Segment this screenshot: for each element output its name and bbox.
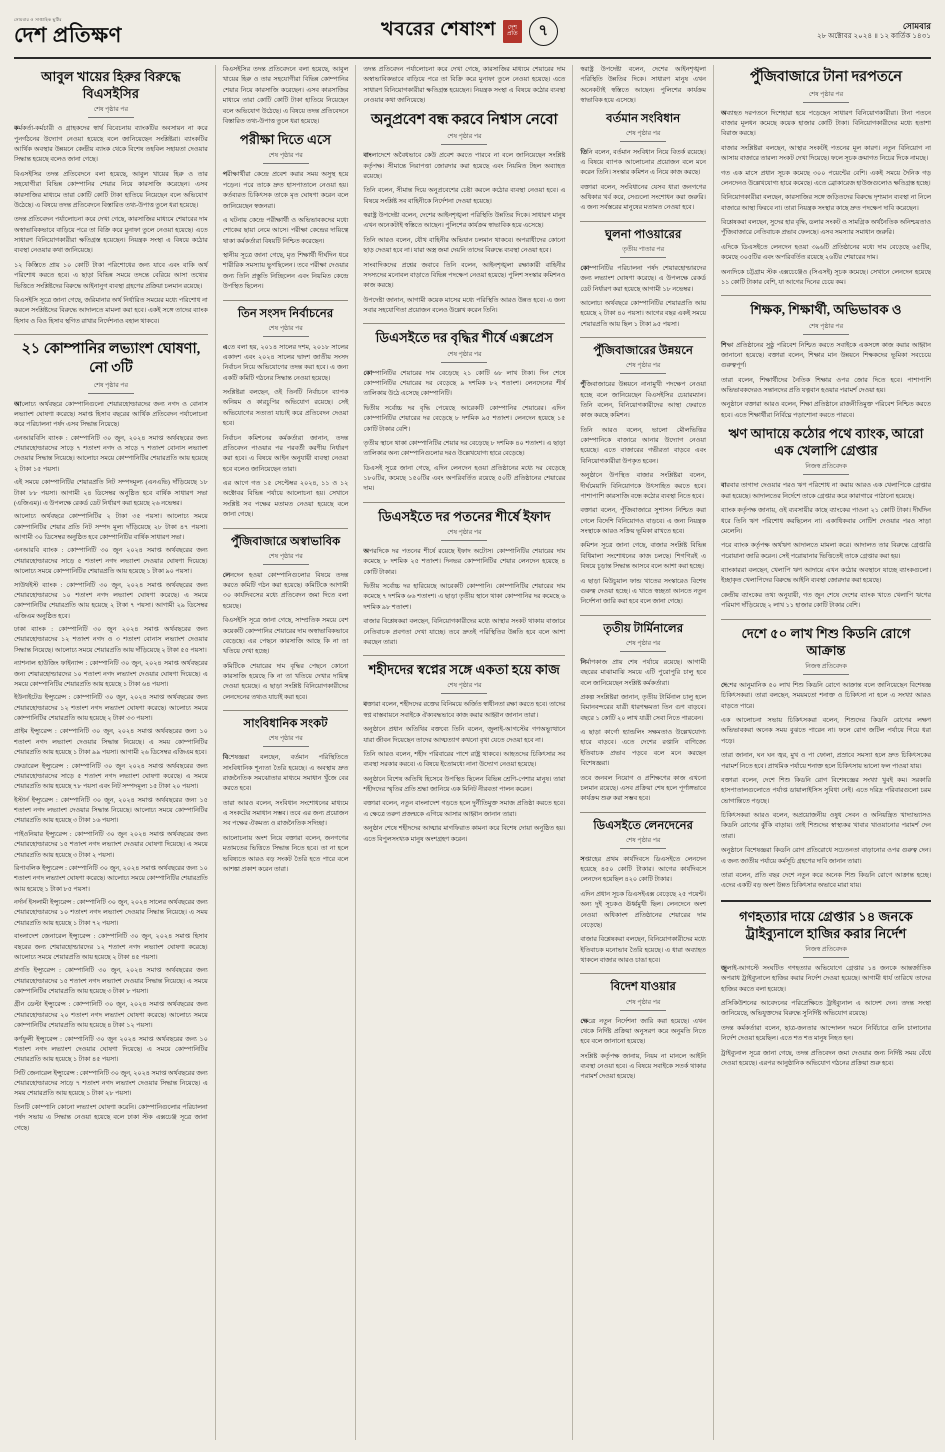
article-byline: তৃতীয় পাতার পর <box>580 244 706 260</box>
article-byline: শেষ পৃষ্ঠার পর <box>363 527 565 543</box>
article-byline: শেষ পৃষ্ঠার পর <box>580 835 706 851</box>
section-title: খবরের শেষাংশ <box>381 19 496 40</box>
article-paragraph: গত এক মাসে প্রধান সূচক কমেছে ৩০০ পয়েন্টের বেশি। একই সময়ে দৈনিক গড় লেনদেনও উল্লেখযোগ্য হারে কমেছে। এতে ব্রোকারেজ হাউজগুলোও ক্ষতিগ্রস্ত হচ্ছে। <box>720 169 931 187</box>
divider <box>580 973 706 974</box>
divider <box>580 337 706 338</box>
column-3 <box>356 65 573 1440</box>
article-paragraph: ইউনাইটেড ইন্স্যুরেন্স : কোম্পানিটি ৩০ জুন, ২০২৪ সমাপ্ত অর্থবছরের জন্য শেয়ারহোল্ডারদের ১২ শতাংশ নগদ লভ্যাংশ ঘোষণা করেছে। আলোচ্য সময়ে কোম্পানিটির শেয়ারপ্রতি আয় হয়েছে ২ টাকা ৩৩ পয়সা। <box>14 694 208 722</box>
continuation-paragraph: তদন্ত প্রতিবেদন পর্যালোচনা করে দেখা গেছে, কারসাজির মাধ্যমে শেয়ারের দাম অস্বাভাবিকভাবে বাড়িয়ে পরে তা বিক্রি করে মুনাফা তুলে নেওয়া হয়েছে। এতে সাধারণ বিনিয়োগকারীরা ক্ষতিগ্রস্ত হয়েছেন। নিয়ন্ত্রক সংস্থা এ বিষয়ে কঠোর ব্যবস্থা নেওয়ার কথা জানিয়েছে। <box>363 66 566 105</box>
article-paragraph: বক্তারা বলেন, নতুন বাংলাদেশ গড়তে হলে দুর্নীতিমুক্ত সমাজ প্রতিষ্ঠা করতে হবে। এ ক্ষেত্রে তরুণ প্রজন্মকে এগিয়ে আসার আহ্বান জানান তারা। <box>363 800 566 818</box>
article-headline: ডিএসইতে লেনদেনের <box>593 818 693 832</box>
article-paragraph: ১২ কিস্তিতে প্রায় ১০ কোটি টাকা পরিশোধের জন্য যাবে এবং বাকি অর্থ পরিশোধ করতে হবে। এ ছাড়া বিভিন্ন সময়ে তদন্তে বেরিয়ে আসা তথ্যের ভিত্তিতে সংশ্লিষ্টদের বিরুদ্ধে আইনানুগ ব্যবস্থা গ্রহণের প্রক্রিয়া চলমান রয়েছে। <box>14 261 208 290</box>
article-paragraph: বাংলাদেশে অবৈধভাবে কেউ প্রবেশ করতে পারবে না বলে জানিয়েছেন সংশ্লিষ্ট কর্তৃপক্ষ। সীমান্তে নিরাপত্তা জোরদার করা হয়েছে এবং নিয়মিত টহল অব্যাহত রয়েছে। <box>363 152 566 180</box>
article-paragraph: কোম্পানিটির শেয়ারের দাম বেড়েছে ২১ কোটি ৬৮ লাখ টাকা। দিন শেষে কোম্পানিটির শেয়ারের দর বেড়েছে ৯ দশমিক ৮২ শতাংশ। লেনদেনের শীর্ষ তালিকায় উঠে এসেছে কোম্পানিটি। <box>363 369 566 398</box>
article-paragraph: এই সময়ে কোম্পানিটির শেয়ারপ্রতি নিট সম্পদমূল্য (এনএভি) দাঁড়িয়েছে ১৮ টাকা ৮৮ পয়সা। আগামী ২৪ ডিসেম্বর অনুষ্ঠিত হবে বার্ষিক সাধারণ সভা (এজিএম)। এ উপলক্ষে রেকর্ড ডেট নির্ধারণ করা হয়েছে ২৬ নভেম্বর। <box>14 479 208 507</box>
article-paragraph: সংশ্লিষ্ট কর্তৃপক্ষ জানায়, নিয়ম না মানলে আইনি ব্যবস্থা নেওয়া হবে। এ বিষয়ে সবাইকে সতর্ক থাকার পরামর্শ দেওয়া হয়েছে। <box>580 1052 706 1081</box>
article-paragraph: দেশের আনুমানিক ৫০ লাখ শিশু কিডনি রোগে আক্রান্ত বলে জানিয়েছেন বিশেষজ্ঞ চিকিৎসকরা। তারা বলছেন, সময়মতো শনাক্ত ও চিকিৎসা না হলে এ সংখ্যা আরও বাড়তে পারে। <box>720 681 931 710</box>
article-headline: বিদেশ যাওয়ার <box>610 980 676 994</box>
article-paragraph: নর্দার্ন ইসলামী ইন্স্যুরেন্স : কোম্পানিটি ৩০ জুন, ২০২৪ সালের অর্থবছরের জন্য শেয়ারহোল্ডারদের ১০ শতাংশ নগদ লভ্যাংশ দেওয়ার সিদ্ধান্ত নিয়েছে। এ সময় শেয়ারপ্রতি আয় হয়েছে ১ টাকা ৭২ পয়সা। <box>14 899 208 927</box>
article-paragraph: বিএসইসি সূত্রে জানা গেছে, সাম্প্রতিক সময়ে বেশ কয়েকটি কোম্পানির শেয়ারের দাম অস্বাভাবিকভাবে বেড়েছে। এর পেছনে কারসাজি আছে কি না তা খতিয়ে দেখা হচ্ছে। <box>222 617 349 656</box>
divider <box>223 300 349 301</box>
article-paragraph: পরীক্ষার্থীরা কেন্দ্রে প্রবেশ করার সময় অসুস্থ হয়ে পড়েন। পরে তাকে দ্রুত হাসপাতালে নেওয়া হয়। কর্তব্যরত চিকিৎসক তাকে মৃত ঘোষণা করেন বলে জানিয়েছেন স্বজনরা। <box>222 171 349 210</box>
divider <box>223 710 349 711</box>
article-paragraph: এ ঘটনায় কেন্দ্রে পরীক্ষার্থী ও অভিভাবকদের মধ্যে শোকের ছায়া নেমে আসে। পরীক্ষা কেন্দ্রের দায়িত্বে থাকা কর্মকর্তারা বিষয়টি নিশ্চিত করেছেন। <box>222 216 349 245</box>
article-paragraph: এনআরবিসি ব্যাংক : কোম্পানিটি ৩০ জুন, ২০২৪ সমাপ্ত অর্থবছরের জন্য শেয়ারহোল্ডারদের সাড়ে ৭ শতাংশ নগদ ও সাড়ে ৭ শতাংশ বোনাস লভ্যাংশ দেওয়ার সিদ্ধান্ত নিয়েছে। আলোচ্য সময়ে কোম্পানিটির শেয়ারপ্রতি আয় হয়েছে ২ টাকা ১৫ পয়সা। <box>14 434 208 473</box>
divider <box>363 655 565 656</box>
article-dbsite <box>580 818 706 967</box>
article-byline: শেষ পৃষ্ঠার পর <box>14 380 208 396</box>
article-tritiyo-tarminal <box>580 621 706 805</box>
article-headline: ২১ কোম্পানির লভ্যাংশ ঘোষণা, নো ৩টি <box>21 341 201 376</box>
article-paragraph: ইস্টার্ন ইন্স্যুরেন্স : কোম্পানিটি ৩০ জুন, ২০২৪ সমাপ্ত অর্থবছরের জন্য ১৫ শতাংশ নগদ লভ্যাংশ দেওয়ার সিদ্ধান্ত নিয়েছে। আলোচ্য সময়ে কোম্পানিটির শেয়ারপ্রতি আয় হয়েছে ৩ টাকা ১৬ পয়সা। <box>14 796 208 825</box>
article-paragraph: আলোচ্য অর্থবছরে কোম্পানিটির ২ টাকা ৩৫ পয়সা। আলোচ্য সময়ে কোম্পানিটির শেয়ার প্রতি নিট সম্পদ মূল্য দাঁড়িয়েছে ২৮ টাকা ৪৭ পয়সা। আগামী ৩০ ডিসেম্বর অনুষ্ঠিত হবে কোম্পানিটির বার্ষিক সাধারণ সভা। <box>14 513 208 541</box>
date-block <box>817 21 931 41</box>
article-paragraph: ক্ষেত্রে নতুন নির্দেশনা জারি করা হয়েছে। এখন থেকে নির্দিষ্ট প্রক্রিয়া অনুসরণ করে অনুমতি নিতে হবে বলে জানানো হয়েছে। <box>580 1017 706 1046</box>
article-paragraph: এ ছাড়া কার্গো হ্যান্ডলিং সক্ষমতাও উল্লেখযোগ্য হারে বাড়বে। এতে দেশের রপ্তানি বাণিজ্যে ইতিবাচক প্রভাব পড়বে বলে মনে করছেন বিশেষজ্ঞরা। <box>580 729 706 768</box>
article-paragraph: অনুষ্ঠানে প্রধান অতিথির বক্তব্যে তিনি বলেন, জুলাই-আগস্টের গণঅভ্যুত্থানে যারা জীবন দিয়েছেন তাদের আত্মত্যাগ কখনো বৃথা যেতে দেওয়া হবে না। <box>363 726 566 744</box>
article-paragraph: ব্যাংকাররা বলছেন, খেলাপি ঋণ আদায়ে এখন কঠোর অবস্থানে যাচ্ছে ব্যাংকগুলো। ইচ্ছাকৃত খেলাপিদের বিরুদ্ধে আইনি ব্যবস্থা জোরদার করা হয়েছে। <box>720 567 931 585</box>
article-headline: ঘুলনা পাওয়ারের <box>604 227 682 241</box>
article-paragraph: বক্তারা বলেন, সংবিধানের যেসব ধারা জনগণের অধিকার খর্ব করে, সেগুলো সংশোধন করা জরুরি। এ জন্য সর্বস্তরের মানুষের মতামত নেওয়া হবে। <box>580 183 706 212</box>
article-bortoman-songbidhan <box>580 111 706 214</box>
article-paragraph: সংশ্লিষ্টরা বলছেন, ওই তিনটি নির্বাচনে ব্যাপক অনিয়ম ও কারচুপির অভিযোগ রয়েছে। সেই অভিযোগের সত্যতা যাচাই করে প্রতিবেদন দেওয়া হবে। <box>222 389 349 428</box>
article-paragraph: অনুষ্ঠানে বক্তারা আরও বলেন, শিক্ষা প্রতিষ্ঠানে রাজনীতিমুক্ত পরিবেশ নিশ্চিত করতে হবে। এতে শিক্ষার্থীরা নির্বিঘ্নে পড়াশোনা করতে পারবে। <box>720 401 931 419</box>
article-porikkha <box>223 131 349 292</box>
article-byline: নিজস্ব প্রতিবেদক <box>721 661 931 677</box>
article-paragraph: ন্যাশনাল হাউজিং ফাইন্যান্স : কোম্পানিটি ৩০ জুন, ২০২৪ সমাপ্ত অর্থবছরের জন্য শেয়ারহোল্ডারদের ১০ শতাংশ নগদ লভ্যাংশ দেওয়ার ঘোষণা দিয়েছে। এ সময়ে কোম্পানিটির শেয়ারপ্রতি আয় হয়েছে ১ টাকা ৬৪ পয়সা। <box>14 660 208 688</box>
article-paragraph: পাইওনিয়ার ইন্স্যুরেন্স : কোম্পানিটি ৩০ জুন ২০২৪ সমাপ্ত অর্থবছরের জন্য শেয়ারহোল্ডারদের ১৫ শতাংশ নগদ লভ্যাংশ দেওয়ার ঘোষণা দিয়েছে। এ সময়ে শেয়ারপ্রতি আয় হয়েছে ৩ টাকা ২ পয়সা। <box>14 830 208 859</box>
article-paragraph: লেনদেন হওয়া কোম্পানিগুলোর বিষয়ে তদন্ত করতে কমিটি গঠন করা হয়েছে। কমিটিকে আগামী ৩০ কার্যদিবসের মধ্যে প্রতিবেদন জমা দিতে বলা হয়েছে। <box>222 571 349 610</box>
article-paragraph: তদন্ত প্রতিবেদন পর্যালোচনা করে দেখা গেছে, কারসাজির মাধ্যমে শেয়ারের দাম অস্বাভাবিকভাবে বাড়িয়ে পরে তা বিক্রি করে মুনাফা তুলে নেওয়া হয়েছে। এতে সাধারণ বিনিয়োগকারীরা ক্ষতিগ্রস্ত হয়েছেন। নিয়ন্ত্রক সংস্থা এ বিষয়ে কঠোর ব্যবস্থা নেওয়ার কথা জানিয়েছে। <box>14 216 208 255</box>
article-paragraph: সাংবাদিকদের প্রশ্নের জবাবে তিনি বলেন, আইনশৃঙ্খলা রক্ষাকারী বাহিনীর সদস্যদের মনোবল বাড়াতে বিভিন্ন পদক্ষেপ নেওয়া হয়েছে। পুলিশ সংস্কার কমিশনও কাজ করছে। <box>363 261 566 290</box>
article-headline: আবুল খায়ের হিরুর বিরুদ্ধে বিএসইসির <box>41 69 181 102</box>
article-punjibazar-doropoton <box>721 68 931 288</box>
article-paragraph: শিক্ষা প্রতিষ্ঠানের সুষ্ঠু পরিবেশ নিশ্চিত করতে সবাইকে একসঙ্গে কাজ করার আহ্বান জানানো হয়েছে। বক্তারা বলেন, শিক্ষার মান উন্নয়নে শিক্ষকদের ভূমিকা সবচেয়ে গুরুত্বপূর্ণ। <box>720 341 931 370</box>
article-paragraph: রিপাবলিক ইন্স্যুরেন্স : কোম্পানিটি ৩০ জুন, ২০২৪ সমাপ্ত অর্থবছরের জন্য ১০ শতাংশ নগদ লভ্যাংশ ঘোষণা করেছে। আলোচ্য সময়ে কোম্পানিটির শেয়ারপ্রতি আয় হয়েছে ১ টাকা ৮৫ পয়সা। <box>14 864 208 893</box>
article-headline: গণহত্যার দায়ে গ্রেপ্তার ১৪ জনকে ট্রাইব্যুনালে হাজির করার নির্দেশ <box>739 908 913 941</box>
article-paragraph: অন্যদিকে চট্টগ্রাম স্টক এক্সচেঞ্জেও (সিএসই) সূচক কমেছে। সেখানে লেনদেন হয়েছে ১১ কোটি টাকার বেশি, যা আগের দিনের চেয়ে কম। <box>720 268 931 286</box>
article-paragraph: ডিএসই সূত্রে জানা গেছে, এদিন লেনদেন হওয়া প্রতিষ্ঠানের মধ্যে দর বেড়েছে ১৮০টির, কমেছে ১৫০টির এবং অপরিবর্তিত রয়েছে ৫০টি প্রতিষ্ঠানের শেয়ারের দাম। <box>363 464 566 493</box>
article-byline: শেষ পৃষ্ঠার পর <box>580 997 706 1013</box>
date-full: ২৮ অক্টোবর ২০২৪ ॥ ১২ কার্তিক ১৪৩১ <box>817 31 931 40</box>
article-paragraph: নির্বাচন কমিশনের কর্মকর্তারা জানান, তদন্ত প্রতিবেদন পাওয়ার পর পরবর্তী করণীয় নির্ধারণ করা হবে। এ বিষয়ে আইন অনুযায়ী ব্যবস্থা নেওয়া হবে বলেও জানিয়েছেন তারা। <box>222 434 349 473</box>
divider <box>223 528 349 529</box>
article-dse-briddhi <box>363 329 565 494</box>
article-paragraph: এ ছাড়া মিউচুয়াল ফান্ড খাতের সংস্কারেও বিশেষ গুরুত্ব দেওয়া হচ্ছে। এ খাতে স্বচ্ছতা আনতে নতুন নির্দেশনা জারি করা হবে বলে জানা গেছে। <box>580 577 706 606</box>
logo-text: দেশ প্রতিক্ষণ <box>14 22 122 47</box>
article-paragraph: তিনি আরও বলেন, ভালো মৌলভিত্তির কোম্পানিকে বাজারে আনার উদ্যোগ নেওয়া হয়েছে। এতে বাজারের গভীরতা বাড়বে এবং বিনিয়োগকারীরা উপকৃত হবেন। <box>580 426 706 465</box>
article-shikkhok-shikkharthi <box>721 301 931 421</box>
article-punjibazar-oshvabik <box>223 534 349 704</box>
article-paragraph: এক আলোচনা সভায় চিকিৎসকরা বলেন, শিশুদের কিডনি রোগের লক্ষণ অভিভাবকরা অনেক সময় বুঝতে পারেন না। ফলে রোগ জটিল পর্যায়ে গিয়ে ধরা পড়ে। <box>720 717 931 745</box>
article-paragraph: আলোচ্য অর্থবছরে কোম্পানিগুলো শেয়ারহোল্ডারদের জন্য নগদ ও বোনাস লভ্যাংশ ঘোষণা করেছে। সমাপ্ত হিসাব বছরের আর্থিক প্রতিবেদন পর্যালোচনা করে পরিচালনা পর্ষদ এসব সিদ্ধান্ত নিয়েছে। <box>14 400 208 429</box>
article-paragraph: বাজার সংশ্লিষ্টরা বলছেন, আস্থার সংকটই পতনের মূল কারণ। নতুন বিনিয়োগ না আসায় বাজারে তারল্য সংকট দেখা দিয়েছে। ফলে সূচক ক্রমাগত নিচের দিকে নামছে। <box>720 144 931 163</box>
article-grid <box>14 65 931 1440</box>
article-punjibazar-unnoyon <box>580 343 706 608</box>
article-paragraph: বিশ্লেষকরা বলছেন, সুদের হার বৃদ্ধি, ডলার সংকট ও সামগ্রিক অর্থনৈতিক অনিশ্চয়তাও পুঁজিবাজারে নেতিবাচক প্রভাব ফেলছে। এসব সমস্যার সমাধান জরুরি। <box>720 219 931 237</box>
article-headline: ঋণ আদায়ে কঠোর পথে ব্যাংক, আরো এক খেলাপি গ্রেপ্তার <box>728 426 924 459</box>
article-paragraph: ট্রাইব্যুনাল সূত্রে জানা গেছে, তদন্ত প্রতিবেদন জমা দেওয়ার জন্য নির্দিষ্ট সময় বেঁধে দেওয়া হয়েছে। এরপর আনুষ্ঠানিক অভিযোগ গঠনের প্রক্রিয়া শুরু হবে। <box>720 1049 931 1067</box>
page-number-badge: ৭ <box>529 17 558 46</box>
article-paragraph: এর আগে গত ১৫ সেপ্টেম্বর ২০২৪, ১১ ও ১২ অক্টোবর বিভিন্ন পর্যায়ে আলোচনা হয়। সেখানে সংশ্লিষ্ট সব পক্ষের মতামত নেওয়া হয়েছে বলে জানা গেছে। <box>222 480 349 519</box>
divider <box>580 812 706 813</box>
article-headline: পুঁজিবাজারের উন্নয়নে <box>593 344 693 358</box>
divider <box>363 323 565 324</box>
article-paragraph: আলোচ্য অর্থবছরে কোম্পানিটির শেয়ারপ্রতি আয় হয়েছে ২ টাকা ৪০ পয়সা। আগের বছর একই সময়ে শেয়ারপ্রতি আয় ছিল ১ টাকা ৯৫ পয়সা। <box>580 300 706 328</box>
article-paragraph: স্থানীয় সূত্রে জানা গেছে, মৃত শিক্ষার্থী দীর্ঘদিন ধরে শারীরিক সমস্যায় ভুগছিলেন। তবে পরীক্ষা দেওয়ার জন্য তিনি প্রস্তুতি নিচ্ছিলেন এবং নিয়মিত কেন্দ্রে উপস্থিত ছিলেন। <box>222 252 349 291</box>
column-1 <box>14 65 216 1440</box>
article-byline: শেষ পৃষ্ঠার পর <box>580 360 706 376</box>
column-5 <box>714 65 931 1440</box>
article-paragraph: আলোচনায় অংশ নিয়ে বক্তারা বলেন, জনগণের মতামতের ভিত্তিতে সিদ্ধান্ত নিতে হবে। তা না হলে ভবিষ্যতে আরও বড় সংকট তৈরি হতে পারে বলে আশঙ্কা প্রকাশ করেন তারা। <box>222 834 349 873</box>
article-paragraph: কোম্পানিটির পরিচালনা পর্ষদ শেয়ারহোল্ডারদের জন্য লভ্যাংশ ঘোষণা করেছে। এ উপলক্ষে রেকর্ড ডেট নির্ধারণ করা হয়েছে আগামী ১৮ নভেম্বর। <box>580 264 706 293</box>
section-header <box>381 15 558 47</box>
article-gonohotyar-daye <box>721 908 931 1070</box>
article-paragraph: কমিটিকে শেয়ারের দাম বৃদ্ধির পেছনে কোনো কারসাজি হয়েছে কি না তা খতিয়ে দেখার দায়িত্ব দেওয়া হয়েছে। এ ছাড়া সংশ্লিষ্ট বিনিয়োগকারীদের লেনদেনের তথ্যও যাচাই করা হবে। <box>222 662 349 701</box>
divider <box>580 615 706 616</box>
article-paragraph: নির্মাণকাজ প্রায় শেষ পর্যায়ে রয়েছে। আগামী বছরের মাঝামাঝি সময়ে এটি পুরোপুরি চালু হবে বলে জানিয়েছেন সংশ্লিষ্ট কর্মকর্তারা। <box>580 658 706 687</box>
seal-badge-icon: দেশ প্রতি <box>503 20 522 43</box>
article-paragraph: প্রগতি ইন্স্যুরেন্স : কোম্পানিটি ৩০ জুন, ২০২৪ সমাপ্ত অর্থবছরের জন্য শেয়ারহোল্ডারদের ১৫ শতাংশ নগদ লভ্যাংশ দেওয়ার সিদ্ধান্ত নিয়েছে। এ সময়ে কোম্পানিটির শেয়ারপ্রতি আয় হয়েছে ৩ টাকা ৮ পয়সা। <box>14 967 208 995</box>
article-byline: শেষ পৃষ্ঠার পর <box>223 150 349 166</box>
article-paragraph: অপরদিকে দর পতনের শীর্ষে রয়েছে ইফাদ অটোস। কোম্পানিটির শেয়ারের দাম কমেছে ৮ দশমিক ২৫ শতাংশ। দিনভর কোম্পানিটির শেয়ার লেনদেন হয়েছে ৪ কোটি টাকার। <box>363 547 566 576</box>
article-paragraph: এনআরবি ব্যাংক : কোম্পানিটি ৩০ জুন ২০২৪ সমাপ্ত অর্থবছরের জন্য শেয়ারহোল্ডারদের সাড়ে ৫ শতাংশ নগদ লভ্যাংশ দেওয়ার ঘোষণা দিয়েছে। আলোচ্য সময়ে কোম্পানিটির শেয়ারপ্রতি আয় হয়েছে ১ টাকা ৯০ পয়সা। <box>14 547 208 576</box>
divider <box>721 619 931 620</box>
article-byline: নিজস্ব প্রতিবেদক <box>721 461 931 477</box>
divider <box>363 502 565 503</box>
article-paragraph: বিশেষজ্ঞরা বলছেন, বর্তমান পরিস্থিতিতে সাংবিধানিক শূন্যতা তৈরি হয়েছে। এ অবস্থায় দ্রুত রাজনৈতিক সমঝোতার মাধ্যমে সমাধান খুঁজে বের করতে হবে। <box>222 754 349 793</box>
article-paragraph: অনুষ্ঠানে উপস্থিত বাজার সংশ্লিষ্টরা বলেন, দীর্ঘমেয়াদি বিনিয়োগকে উৎসাহিত করতে হবে। পাশাপাশি কারসাজি বন্ধে কঠোর ব্যবস্থা নিতে হবে। <box>580 472 706 500</box>
article-byline: শেষ পৃষ্ঠার পর <box>721 89 931 105</box>
divider <box>721 295 931 296</box>
article-paragraph: তিনটি কোম্পানি কোনো লভ্যাংশ ঘোষণা করেনি। কোম্পানিগুলোর পরিচালনা পর্ষদ সভায় এ সিদ্ধান্ত নেওয়া হয়েছে বলে ঢাকা স্টক এক্সচেঞ্জ সূত্রে জানা গেছে। <box>14 1103 208 1132</box>
article-headline: পুঁজিবাজারে টানা দরপতনে <box>749 69 903 85</box>
newspaper-logo[interactable] <box>14 17 122 46</box>
article-paragraph: তিনি বলেন, সীমান্ত দিয়ে অনুপ্রবেশের চেষ্টা করলে কঠোর ব্যবস্থা নেওয়া হবে। এ বিষয়ে সংশ্লিষ্ট সব বাহিনীকে নির্দেশনা দেওয়া হয়েছে। <box>363 187 566 205</box>
date-day: সোমবার <box>902 21 931 32</box>
article-paragraph: ব্যাংক কর্তৃপক্ষ জানায়, ওই ব্যবসায়ীর কাছে ব্যাংকের পাওনা ২১ কোটি টাকা। দীর্ঘদিন ধরে তিনি ঋণ পরিশোধ করছিলেন না। একাধিকবার নোটিশ দেওয়ার পরও সাড়া মেলেনি। <box>720 507 931 535</box>
article-paragraph: তৃতীয় স্থানে থাকা কোম্পানিটির শেয়ার দর বেড়েছে ৮ দশমিক ৪০ শতাংশ। এ ছাড়া তালিকার অন্য কোম্পানিগুলোর দরও উল্লেখযোগ্য হারে বেড়েছে। <box>363 439 566 458</box>
article-paragraph: গ্রীন ডেল্টা ইন্স্যুরেন্স : কোম্পানিটি ৩০ জুন, ২০২৪ সমাপ্ত অর্থবছরের জন্য শেয়ারহোল্ডারদের ২০ শতাংশ নগদ লভ্যাংশ ঘোষণা করেছে। আলোচ্য সময়ে কোম্পানিটির শেয়ারপ্রতি আয় হয়েছে ৪ টাকা ১২ পয়সা। <box>14 1001 208 1030</box>
article-byline: শেষ পৃষ্ঠার পর <box>721 321 931 337</box>
continuation-paragraph: স্বরাষ্ট্র উপদেষ্টা বলেন, দেশের আইনশৃঙ্খলা পরিস্থিতি উন্নতির দিকে। সাধারণ মানুষ এখন অনেকটাই স্বস্তিতে আছেন। পুলিশের কার্যক্রম স্বাভাবিক হয়ে এসেছে। <box>580 66 706 105</box>
article-paragraph: বাজার বিশ্লেষকরা বলছেন, বিনিয়োগকারীদের মধ্যে আস্থার সংকট থাকায় বাজারে নেতিবাচক প্রবণতা দেখা যাচ্ছে। তবে দ্রুতই পরিস্থিতির উন্নতি হবে বলে আশা করছেন তারা। <box>363 618 566 646</box>
article-paragraph: অনুষ্ঠানে বিশেষজ্ঞরা কিডনি রোগ প্রতিরোধে সচেতনতা বাড়ানোর ওপর গুরুত্ব দেন। এ জন্য জাতীয় পর্যায়ে কর্মসূচি গ্রহণের দাবি জানান তারা। <box>720 847 931 865</box>
article-dse-poton <box>363 508 565 649</box>
article-paragraph: জুলাই-আগস্টে সংঘটিত গণহত্যার অভিযোগে গ্রেপ্তার ১৪ জনকে আন্তর্জাতিক অপরাধ ট্রাইব্যুনালে হাজির করার নির্দেশ দেওয়া হয়েছে। আগামী ধার্য তারিখে তাদের হাজির করতে বলা হয়েছে। <box>720 964 931 993</box>
article-paragraph: সপ্তাহের প্রথম কার্যদিবসে ডিএসইতে লেনদেন হয়েছে ৪৫০ কোটি টাকার। আগের কার্যদিবসে লেনদেন হয়েছিল ৪২০ কোটি টাকার। <box>580 855 706 884</box>
article-paragraph: তারা বলেন, শিক্ষার্থীদের নৈতিক শিক্ষার ওপর জোর দিতে হবে। পাশাপাশি অভিভাবকদেরও সন্তানদের প্রতি যত্নবান হওয়ার পরামর্শ দেওয়া হয়। <box>720 376 931 394</box>
article-onuprobesh <box>363 111 565 317</box>
article-paragraph: তিনি আরও বলেন, যৌথ বাহিনীর অভিযান চলমান থাকবে। অপরাধীদের কোনো ছাড় দেওয়া হবে না। যারা অস্ত্র জমা দেয়নি তাদের বিরুদ্ধে ব্যবস্থা নেওয়া হবে। <box>363 236 566 255</box>
article-paragraph: বক্তারা বলেন, পুঁজিবাজারে সুশাসন নিশ্চিত করা গেলে বিদেশি বিনিয়োগও বাড়বে। এ জন্য নিয়ন্ত্রক সংস্থাকে আরও সক্রিয় ভূমিকা রাখতে হবে। <box>580 507 706 536</box>
article-headline: সাংবিধানিক সংকট <box>243 717 328 731</box>
article-paragraph: সিটি জেনারেল ইন্স্যুরেন্স : কোম্পানিটি ৩০ জুন, ২০২৪ সমাপ্ত অর্থবছরের জন্য শেয়ারহোল্ডারদের সাড়ে ৭ শতাংশ নগদ লভ্যাংশ দেওয়ার সিদ্ধান্ত নিয়েছে। এ সময় শেয়ারপ্রতি আয় হয়েছে ১ টাকা ২৮ পয়সা। <box>14 1069 208 1098</box>
article-abul-khayer <box>14 68 208 327</box>
article-paragraph: বক্তারা বলেন, শহীদদের রক্তের বিনিময়ে অর্জিত স্বাধীনতা রক্ষা করতে হবে। তাদের স্বপ্ন বাস্তবায়নে সবাইকে ঐক্যবদ্ধভাবে কাজ করার আহ্বান জানান তারা। <box>363 701 566 719</box>
article-paragraph: বক্তারা বলেন, দেশে শিশু কিডনি রোগ বিশেষজ্ঞের সংখ্যা খুবই কম। সরকারি হাসপাতালগুলোতে পর্যাপ্ত ডায়ালাইসিস সুবিধা নেই। এতে দরিদ্র পরিবারগুলো চরম ভোগান্তিতে পড়ছে। <box>720 776 931 805</box>
article-headline: পুঁজিবাজারে অস্বাভাবিক <box>230 534 341 548</box>
logo-subtitle: সোমবার ও সাপ্তাহিক ছুটির <box>14 16 62 22</box>
article-paragraph: এদিকে ডিএসইতে লেনদেন হওয়া ৩৯৬টি প্রতিষ্ঠানের মধ্যে দাম বেড়েছে ৬৫টির, কমেছে ৩০৫টির এবং অপরিবর্তিত রয়েছে ২৬টির শেয়ারের দাম। <box>720 243 931 262</box>
article-paragraph: পুঁজিবাজারের উন্নয়নে নানামুখী পদক্ষেপ নেওয়া হচ্ছে বলে জানিয়েছেন বিএসইসির চেয়ারম্যান। তিনি বলেন, বিনিয়োগকারীদের আস্থা ফেরাতে কাজ করছে কমিশন। <box>580 381 706 420</box>
article-paragraph: তবে জনবল নিয়োগ ও প্রশিক্ষণের কাজ এখনো চলমান রয়েছে। এসব প্রক্রিয়া শেষ হলে পূর্ণাঙ্গভাবে কার্যক্রম শুরু করা সম্ভব হবে। <box>580 774 706 803</box>
article-byline: নিজস্ব প্রতিবেদক <box>721 944 931 960</box>
article-paragraph: বিএসইসির তদন্ত প্রতিবেদনে বলা হয়েছে, আবুল খায়ের হিরু ও তার সহযোগীরা বিভিন্ন কোম্পানির শেয়ার নিয়ে কারসাজি করেছেন। এসব কারসাজির মাধ্যমে তারা কোটি কোটি টাকা হাতিয়ে নিয়েছেন বলে অভিযোগ উঠেছে। এ বিষয়ে তদন্ত প্রতিবেদনে বিস্তারিত তথ্য-উপাত্ত তুলে ধরা হয়েছে। <box>14 170 208 209</box>
article-headline: পরীক্ষা দিতে এসে <box>240 132 332 148</box>
article-paragraph: তিনি বলেন, বর্তমান সংবিধান নিয়ে বিতর্ক রয়েছে। এ বিষয়ে ব্যাপক আলোচনার প্রয়োজন বলে মনে করেন তিনি। সংস্কার কমিশন এ নিয়ে কাজ করছে। <box>580 148 706 177</box>
article-paragraph: এদিন প্রধান সূচক ডিএসইএক্স বেড়েছে ২৫ পয়েন্ট। অন্য দুই সূচকও ঊর্ধ্বমুখী ছিল। লেনদেনে অংশ নেওয়া অধিকাংশ প্রতিষ্ঠানের শেয়ারের দাম বেড়েছে। <box>580 890 706 929</box>
article-paragraph: বিএসইসি সূত্রে জানা গেছে, জরিমানার অর্থ নির্ধারিত সময়ের মধ্যে পরিশোধ না করলে সংশ্লিষ্টদের বিরুদ্ধে আদালতে মামলা করা হবে। একই সঙ্গে তাদের ব্যাংক হিসাব ও বিও হিসাব স্থগিত রাখার নির্দেশনাও বহাল থাকবে। <box>14 296 208 325</box>
article-headline: তিন সংসদ নির্বাচনের <box>237 306 334 320</box>
article-sangsad <box>223 306 349 521</box>
article-paragraph: প্রসিকিউশনের আবেদনের পরিপ্রেক্ষিতে ট্রাইব্যুনাল এ আদেশ দেন। তদন্ত সংস্থা জানিয়েছে, অভিযুক্তদের বিরুদ্ধে সুনির্দিষ্ট অভিযোগ রয়েছে। <box>720 1000 931 1018</box>
article-paragraph: অনুষ্ঠানে বিশেষ অতিথি হিসেবে উপস্থিত ছিলেন বিভিন্ন শ্রেণি-পেশার মানুষ। তারা শহীদদের স্মৃতির প্রতি শ্রদ্ধা জানিয়ে এক মিনিট নীরবতা পালন করেন। <box>363 775 566 794</box>
divider <box>580 221 706 222</box>
article-byline: শেষ পৃষ্ঠার পর <box>223 323 349 339</box>
article-paragraph: সাউথইস্ট ব্যাংক : কোম্পানিটি ৩০ জুন, ২০২৪ সমাপ্ত অর্থবছরের জন্য শেয়ারহোল্ডারদের ১০ শতাংশ নগদ লভ্যাংশ ঘোষণা করেছে। এ সময়ে কোম্পানিটির শেয়ারপ্রতি আয় হয়েছে ২ টাকা ৭ পয়সা। আগামী ২৯ ডিসেম্বর এজিএম অনুষ্ঠিত হবে। <box>14 581 208 620</box>
article-byline: শেষ পৃষ্ঠার পর <box>223 733 349 749</box>
article-paragraph: কমিশন সূত্রে জানা গেছে, বাজার সংশ্লিষ্ট বিভিন্ন বিধিমালা সংশোধনের কাজ চলছে। শিগগিরই এ বিষয়ে চূড়ান্ত সিদ্ধান্ত আসবে বলে আশা করা হচ্ছে। <box>580 542 706 571</box>
article-paragraph: তদন্ত কর্মকর্তারা বলেন, ছাত্র-জনতার আন্দোলন দমনে নির্বিচারে গুলি চালানোর নির্দেশ দেওয়া হয়েছিল। এতে শত শত মানুষ নিহত হন। <box>720 1024 931 1043</box>
article-bidesh-jaoya <box>580 979 706 1082</box>
divider <box>14 334 208 335</box>
article-paragraph: এতে বলা হয়, ২০১৪ সালের দশম, ২০১৮ সালের একাদশ এবং ২০২৪ সালের দ্বাদশ জাতীয় সংসদ নির্বাচন নিয়ে অভিযোগের তদন্ত করা হবে। এ জন্য একটি কমিটি গঠনের সিদ্ধান্ত নেওয়া হয়েছে। <box>222 343 349 382</box>
article-paragraph: দ্বিতীয় সর্বোচ্চ দর হারিয়েছে আরেকটি কোম্পানি। কোম্পানিটির শেয়ারের দাম কমেছে ৭ দশমিক ৬৬ শতাংশ। এ ছাড়া তৃতীয় স্থানে থাকা কোম্পানির দর কমেছে ৬ দশমিক ৯৮ শতাংশ। <box>363 583 566 611</box>
article-paragraph: দ্বিতীয় সর্বোচ্চ দর বৃদ্ধি পেয়েছে আরেকটি কোম্পানির শেয়ারের। এদিন কোম্পানিটির শেয়ারের দর বেড়েছে ৮ দশমিক ৯৫ শতাংশ। লেনদেন হয়েছে ১৫ কোটি টাকার বেশি। <box>363 404 566 433</box>
article-byline: শেষ পৃষ্ঠার পর <box>363 349 565 365</box>
article-paragraph: অব্যাহত দরপতনে দিশেহারা হয়ে পড়েছেন সাধারণ বিনিয়োগকারীরা। টানা পতনে বাজার মূলধন কমেছে কয়েক হাজার কোটি টাকা। বিনিয়োগকারীদের মধ্যে হতাশা বিরাজ করছে। <box>720 109 931 138</box>
article-paragraph: তারা জানান, ঘন ঘন জ্বর, মুখ ও পা ফোলা, প্রস্রাবে সমস্যা হলে দ্রুত চিকিৎসকের পরামর্শ নিতে হবে। প্রাথমিক পর্যায়ে শনাক্ত হলে চিকিৎসায় ভালো ফল পাওয়া যায়। <box>720 752 931 770</box>
article-paragraph: বিনিয়োগকারীরা বলছেন, কারসাজির সঙ্গে জড়িতদের বিরুদ্ধে দৃশ্যমান ব্যবস্থা না নিলে বাজারে আস্থা ফিরবে না। তারা নিয়ন্ত্রক সংস্থার কাছে দ্রুত পদক্ষেপ দাবি করেছেন। <box>720 194 931 212</box>
article-headline: দেশে ৫০ লাখ শিশু কিডনি রোগে আক্রান্ত <box>741 625 911 658</box>
article-paragraph: তারা বলেন, প্রতি বছর দেশে নতুন করে অনেক শিশু কিডনি রোগে আক্রান্ত হচ্ছে। এদের একটি বড় অংশ উন্নত চিকিৎসার অভাবে মারা যায়। <box>720 871 931 890</box>
article-paragraph: কর্ণফুলী ইন্স্যুরেন্স : কোম্পানিটি ৩০ জুন ২০২৪ সমাপ্ত অর্থবছরের জন্য ১০ শতাংশ নগদ লভ্যাংশ দেওয়ার ঘোষণা দিয়েছে। এ সময়ে কোম্পানিটির শেয়ারপ্রতি আয় হয়েছে ১ টাকা ৪৫ পয়সা। <box>14 1035 208 1064</box>
article-lobhangsho <box>14 340 208 1134</box>
continuation-paragraph: বিএসইসির তদন্ত প্রতিবেদনে বলা হয়েছে, আবুল খায়ের হিরু ও তার সহযোগীরা বিভিন্ন কোম্পানির শেয়ার নিয়ে কারসাজি করেছেন। এসব কারসাজির মাধ্যমে তারা কোটি কোটি টাকা হাতিয়ে নিয়েছেন বলে অভিযোগ উঠেছে। এ বিষয়ে তদন্ত প্রতিবেদনে বিস্তারিত তথ্য-উপাত্ত তুলে ধরা হয়েছে। <box>222 66 349 125</box>
column-4 <box>573 65 714 1440</box>
article-paragraph: ফেডারেল ইন্স্যুরেন্স : কোম্পানিটি ৩০ জুন ২০২৪ সমাপ্ত অর্থবছরের জন্য শেয়ারহোল্ডারদের সাড়ে ৫ শতাংশ নগদ লভ্যাংশ ঘোষণা করেছে। এ সময়ে শেয়ারপ্রতি আয় হয়েছে ৭৮ পয়সা এবং নিট সম্পদমূল্য ১৫ টাকা ২০ পয়সা। <box>14 762 208 791</box>
article-paragraph: স্বরাষ্ট্র উপদেষ্টা বলেন, দেশের আইনশৃঙ্খলা পরিস্থিতি উন্নতির দিকে। সাধারণ মানুষ এখন অনেকটাই স্বস্তিতে আছেন। পুলিশের কার্যক্রম স্বাভাবিক হয়ে এসেছে। <box>363 212 566 230</box>
article-headline: ডিএসইতে দর পতনের শীর্ষে ইফাদ <box>378 508 551 524</box>
article-headline: তৃতীয় টার্মিনালের <box>603 621 684 635</box>
article-byline: শেষ পৃষ্ঠার পর <box>363 680 565 696</box>
article-paragraph: অনুষ্ঠান শেষে শহীদদের আত্মার মাগফিরাত কামনা করে বিশেষ দোয়া অনুষ্ঠিত হয়। এতে বিপুলসংখ্যক মানুষ অংশগ্রহণ করেন। <box>363 825 566 843</box>
column-2 <box>216 65 357 1440</box>
article-headline: শহীদদের স্বপ্নের সঙ্গে একতা হয়ে কাজ <box>368 662 560 678</box>
article-byline: শেষ পৃষ্ঠার পর <box>363 131 565 147</box>
article-paragraph: তিনি আরও বলেন, শহীদ পরিবারের পাশে রাষ্ট্র থাকবে। আহতদের চিকিৎসার সব ব্যবস্থা সরকার করবে। এ বিষয়ে ইতোমধ্যে নানা উদ্যোগ নেওয়া হয়েছে। <box>363 750 566 769</box>
article-paragraph: ঢাকা ব্যাংক : কোম্পানিটি ৩০ জুন ২০২৪ সমাপ্ত অর্থবছরের জন্য শেয়ারহোল্ডারদের ১২ শতাংশ নগদ ও ৩ শতাংশ বোনাস লভ্যাংশ দেওয়ার সিদ্ধান্ত নিয়েছে। আলোচ্য সময়ে শেয়ারপ্রতি আয় দাঁড়িয়েছে ২ টাকা ৫৫ পয়সা। <box>14 626 208 654</box>
article-paragraph: কেন্দ্রীয় ব্যাংকের তথ্য অনুযায়ী, গত জুন শেষে দেশের ব্যাংক খাতে খেলাপি ঋণের পরিমাণ দাঁড়িয়েছে ২ লাখ ১১ হাজার কোটি টাকার বেশি। <box>720 591 931 610</box>
masthead <box>14 10 931 59</box>
article-headline: শিক্ষক, শিক্ষার্থী, অভিভাবক ও <box>750 302 902 318</box>
article-byline: শেষ পৃষ্ঠার পর <box>580 128 706 144</box>
article-paragraph: বাংলাদেশ জেনারেল ইন্স্যুরেন্স : কোম্পানিটি ৩০ জুন, ২০২৪ সমাপ্ত হিসাব বছরের জন্য শেয়ারহোল্ডারদের ১২ শতাংশ নগদ লভ্যাংশ ঘোষণা করেছে। আলোচ্য সময়ে শেয়ারপ্রতি আয় হয়েছে ২ টাকা ৪৫ পয়সা। <box>14 933 208 961</box>
article-ghulna-paoyar <box>580 227 706 330</box>
article-paragraph: উপদেষ্টা জানান, আগামী কয়েক মাসের মধ্যে পরিস্থিতি আরও উন্নত হবে। এ জন্য সবার সহযোগিতা প্রয়োজন বলেও উল্লেখ করেন তিনি। <box>363 296 566 315</box>
article-paragraph: বাজার বিশ্লেষকরা বলছেন, বিনিয়োগকারীদের মধ্যে ইতিবাচক মনোভাব তৈরি হয়েছে। এ ধারা অব্যাহত থাকলে বাজার আরও চাঙা হবে। <box>580 936 706 965</box>
article-headline: ডিএসইতে দর বৃদ্ধির শীর্ষে এক্সপ্রেস <box>375 330 554 346</box>
article-kidney <box>721 625 931 892</box>
article-byline: শেষ পৃষ্ঠার পর <box>223 551 349 567</box>
article-paragraph: প্রকল্প সংশ্লিষ্টরা জানান, তৃতীয় টার্মিনাল চালু হলে বিমানবন্দরের যাত্রী ধারণক্ষমতা তিন গুণ বাড়বে। বছরে ১ কোটি ২০ লাখ যাত্রী সেবা নিতে পারবেন। <box>580 693 706 722</box>
article-rin-adaye <box>721 425 931 611</box>
divider <box>721 900 931 902</box>
article-sangbidhanik <box>223 716 349 875</box>
article-paragraph: প্রাইম ইন্স্যুরেন্স : কোম্পানিটি ৩০ জুন, ২০২৪ সমাপ্ত অর্থবছরের জন্য ১০ শতাংশ নগদ লভ্যাংশ দেওয়ার সিদ্ধান্ত নিয়েছে। এ সময় কোম্পানিটির শেয়ারপ্রতি আয় হয়েছে ১ টাকা ৯৯ পয়সা। আগামী ২৬ ডিসেম্বর এজিএম হবে। <box>14 728 208 757</box>
article-byline: শেষ পৃষ্ঠার পর <box>14 104 208 120</box>
article-paragraph: পরে ব্যাংক কর্তৃপক্ষ অর্থঋণ আদালতে মামলা করে। আদালত তার বিরুদ্ধে গ্রেপ্তারি পরোয়ানা জারি করেন। সেই পরোয়ানার ভিত্তিতেই তাকে গ্রেপ্তার করা হয়। <box>720 542 931 560</box>
article-shohider-shopno <box>363 661 565 845</box>
article-paragraph: তারা আরও বলেন, সংবিধান সংশোধনের মাধ্যমে এ সংকটের সমাধান সম্ভব। তবে এর জন্য প্রয়োজন সব পক্ষের ঐকমত্য ও রাজনৈতিক সদিচ্ছা। <box>222 799 349 828</box>
article-headline: বর্তমান সংবিধান <box>606 111 681 125</box>
article-byline: শেষ পৃষ্ঠার পর <box>580 638 706 654</box>
article-paragraph: বারবার তাগাদা দেওয়ার পরও ঋণ পরিশোধ না করায় আরও এক খেলাপিকে গ্রেপ্তার করা হয়েছে। আদালতের নির্দেশে তাকে গ্রেপ্তার করে কারাগারে পাঠানো হয়েছে। <box>720 482 931 500</box>
article-headline: অনুপ্রবেশ বন্ধ করবে নিশ্বাস নেবো <box>371 111 558 128</box>
article-paragraph: চিকিৎসকরা আরও বলেন, অপ্রয়োজনীয় ওষুধ সেবন ও অনিয়ন্ত্রিত খাদ্যাভ্যাসও কিডনি রোগের ঝুঁকি বাড়ায়। তাই শিশুদের স্বাস্থ্যকর খাবার খাওয়ানোর পরামর্শ দেন তারা। <box>720 812 931 840</box>
article-paragraph: কর্মকর্তা-কর্মচারী ও গ্রাহকদের স্বার্থ বিবেচনায় ব্যাংকটির অবসায়ন না করে পুনর্গঠনের উদ্যোগ নেওয়া হয়েছে বলে জানিয়েছেন সংশ্লিষ্টরা। ব্যাংকটির আর্থিক অবস্থার উন্নয়নে কেন্দ্রীয় ব্যাংক থেকে বিশেষ তহবিল সহায়তা দেওয়ার সিদ্ধান্ত হয়েছে বলেও জানা গেছে। <box>14 125 208 164</box>
